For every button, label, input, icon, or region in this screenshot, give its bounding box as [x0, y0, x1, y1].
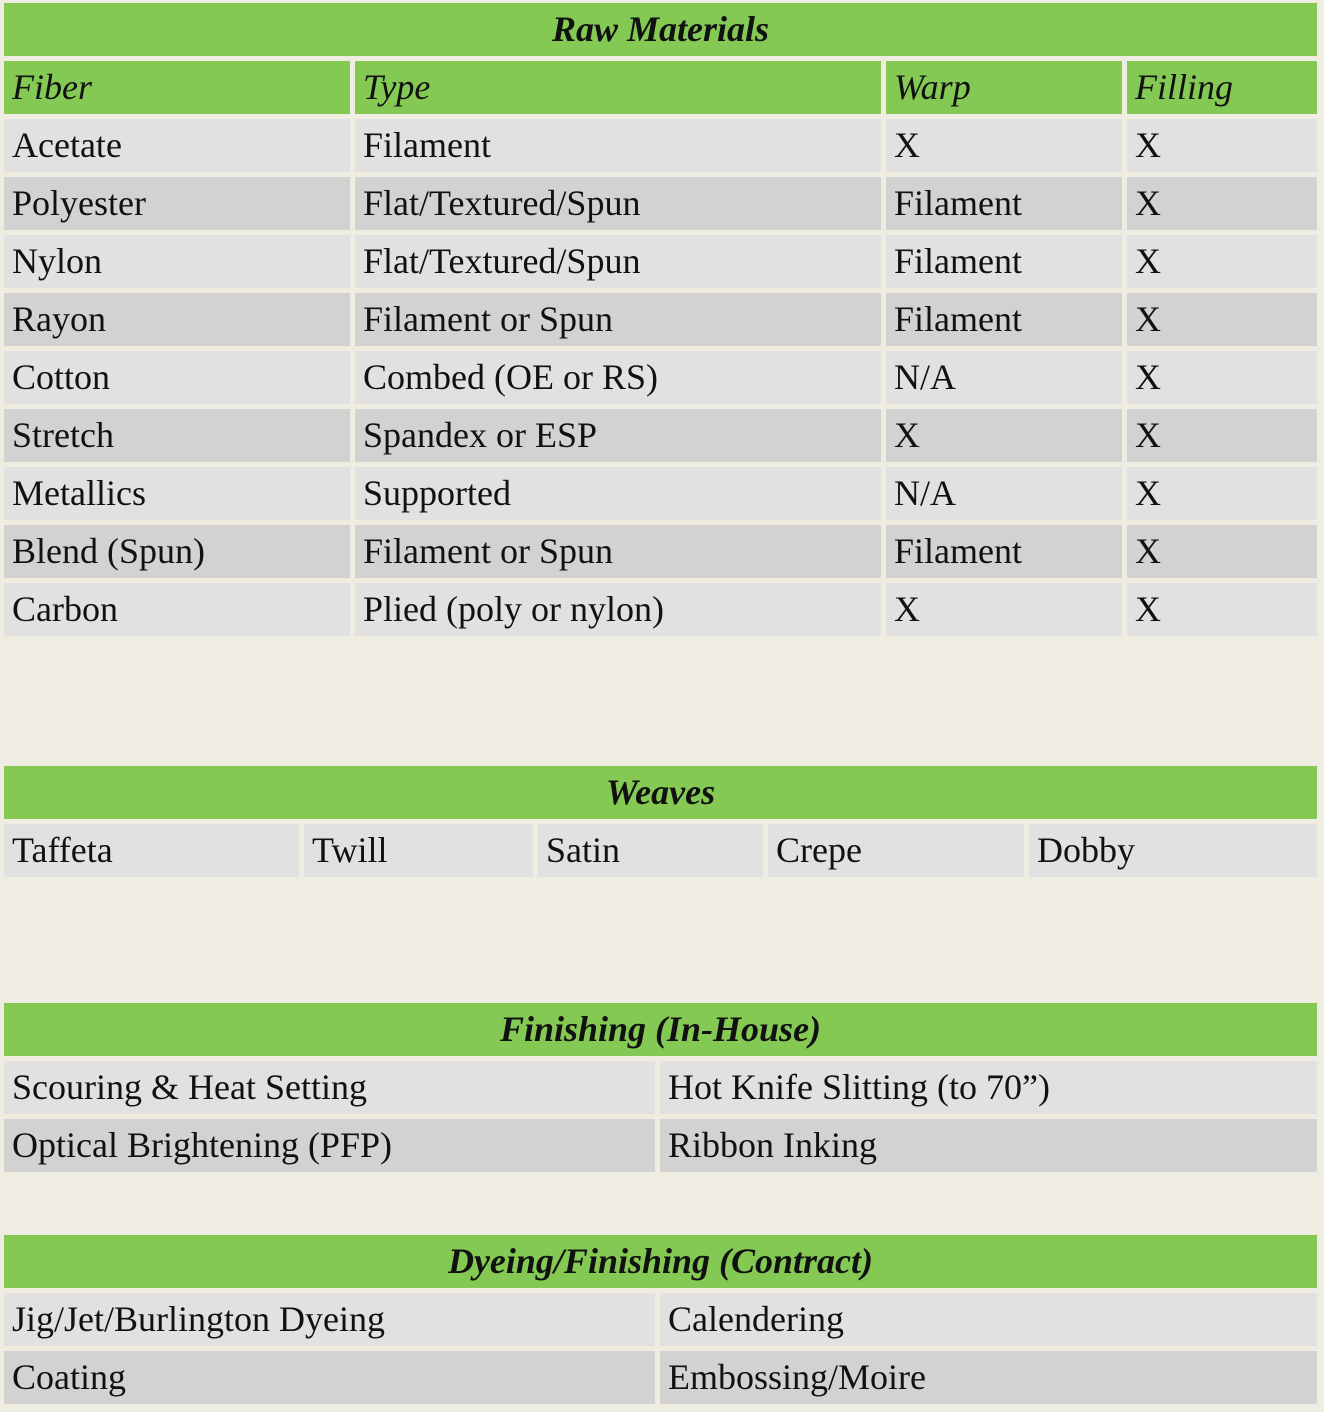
header-warp: Warp: [886, 61, 1122, 114]
dyeing-contract-title: Dyeing/Finishing (Contract): [4, 1235, 1317, 1288]
cell-warp: Filament: [886, 177, 1122, 230]
table-row: [4, 409, 1317, 462]
table-row: [4, 525, 1317, 578]
table-row: [4, 1293, 1317, 1346]
cell-warp: N/A: [886, 467, 1122, 520]
table-row: [4, 1061, 1317, 1114]
cell-fiber: Rayon: [4, 293, 350, 346]
finishing-item: Ribbon Inking: [660, 1119, 1317, 1172]
cell-type: Spandex or ESP: [355, 409, 881, 462]
weaves-table: [4, 766, 1317, 882]
header-fiber: Fiber: [4, 61, 350, 114]
cell-type: Filament: [355, 119, 881, 172]
weaves-title: Weaves: [4, 766, 1317, 819]
finishing-in-house-table: [4, 1003, 1317, 1177]
finishing-item: Hot Knife Slitting (to 70”): [660, 1061, 1317, 1114]
raw-materials-header-row: [4, 61, 1317, 114]
table-row: [4, 824, 1317, 877]
finishing-item: Optical Brightening (PFP): [4, 1119, 655, 1172]
weave-item: Satin: [538, 824, 763, 877]
cell-warp: X: [886, 583, 1122, 636]
cell-filling: X: [1127, 409, 1317, 462]
cell-fiber: Metallics: [4, 467, 350, 520]
cell-warp: Filament: [886, 293, 1122, 346]
table-row: [4, 583, 1317, 636]
cell-warp: Filament: [886, 525, 1122, 578]
cell-warp: Filament: [886, 235, 1122, 288]
weave-item: Dobby: [1029, 824, 1317, 877]
table-row: [4, 467, 1317, 520]
table-row: [4, 235, 1317, 288]
table-row: [4, 1119, 1317, 1172]
cell-fiber: Cotton: [4, 351, 350, 404]
cell-filling: X: [1127, 235, 1317, 288]
cell-type: Flat/Textured/Spun: [355, 177, 881, 230]
table-row: [4, 177, 1317, 230]
cell-fiber: Polyester: [4, 177, 350, 230]
cell-type: Flat/Textured/Spun: [355, 235, 881, 288]
dyeing-item: Coating: [4, 1351, 655, 1404]
table-row: [4, 351, 1317, 404]
table-row: [4, 1351, 1317, 1404]
cell-type: Plied (poly or nylon): [355, 583, 881, 636]
cell-type: Filament or Spun: [355, 293, 881, 346]
weave-item: Taffeta: [4, 824, 299, 877]
cell-filling: X: [1127, 119, 1317, 172]
cell-fiber: Nylon: [4, 235, 350, 288]
dyeing-item: Calendering: [660, 1293, 1317, 1346]
cell-type: Supported: [355, 467, 881, 520]
table-row: [4, 293, 1317, 346]
raw-materials-title: Raw Materials: [4, 3, 1317, 56]
header-type: Type: [355, 61, 881, 114]
cell-filling: X: [1127, 177, 1317, 230]
dyeing-item: Embossing/Moire: [660, 1351, 1317, 1404]
cell-warp: N/A: [886, 351, 1122, 404]
cell-filling: X: [1127, 293, 1317, 346]
cell-filling: X: [1127, 467, 1317, 520]
cell-filling: X: [1127, 351, 1317, 404]
cell-fiber: Acetate: [4, 119, 350, 172]
weave-item: Crepe: [768, 824, 1024, 877]
cell-type: Filament or Spun: [355, 525, 881, 578]
cell-filling: X: [1127, 583, 1317, 636]
table-row: [4, 119, 1317, 172]
cell-fiber: Stretch: [4, 409, 350, 462]
cell-warp: X: [886, 119, 1122, 172]
raw-materials-table: [4, 3, 1317, 641]
cell-fiber: Blend (Spun): [4, 525, 350, 578]
dyeing-item: Jig/Jet/Burlington Dyeing: [4, 1293, 655, 1346]
cell-filling: X: [1127, 525, 1317, 578]
finishing-item: Scouring & Heat Setting: [4, 1061, 655, 1114]
weave-item: Twill: [304, 824, 533, 877]
dyeing-contract-table: [4, 1235, 1317, 1409]
cell-fiber: Carbon: [4, 583, 350, 636]
finishing-in-house-title: Finishing (In-House): [4, 1003, 1317, 1056]
header-filling: Filling: [1127, 61, 1317, 114]
cell-warp: X: [886, 409, 1122, 462]
cell-type: Combed (OE or RS): [355, 351, 881, 404]
